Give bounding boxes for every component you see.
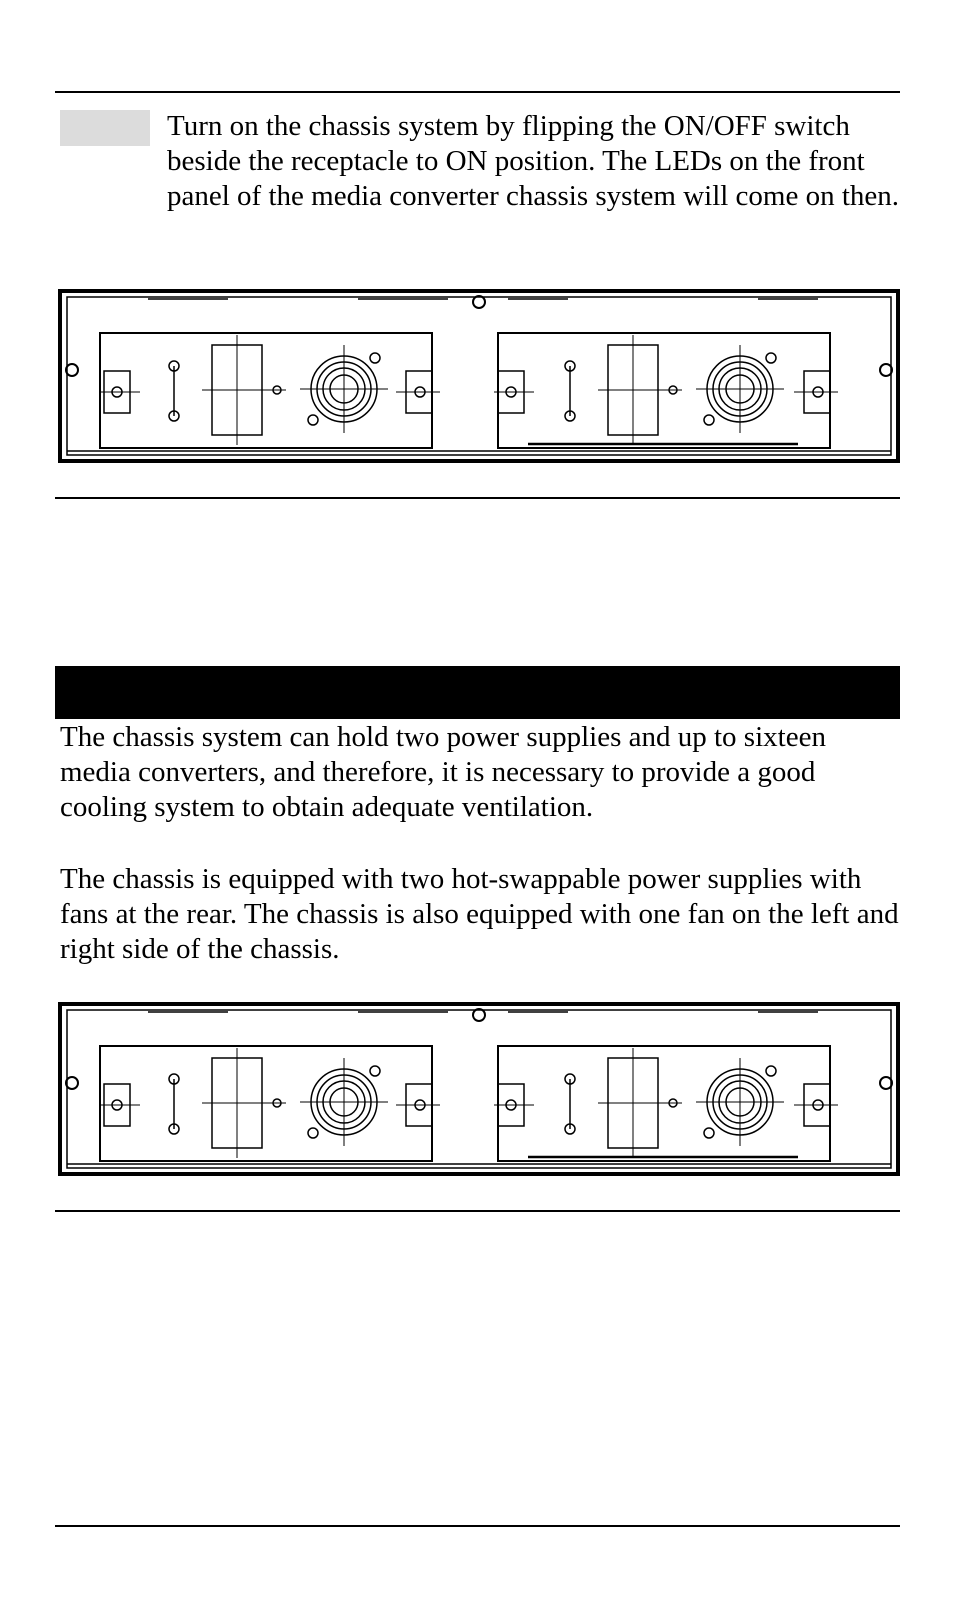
chassis-rear-panel-figure xyxy=(58,289,900,463)
step-number-box xyxy=(60,110,150,146)
chassis-rear-panel-drawing xyxy=(58,1002,900,1176)
figure-bottom-rule xyxy=(55,1210,900,1212)
figure-bottom-rule xyxy=(55,497,900,499)
section-heading-bar xyxy=(55,666,900,719)
chassis-rear-panel-figure xyxy=(58,1002,900,1176)
top-rule xyxy=(55,91,900,93)
step-text: Turn on the chassis system by flipping the ON/OFF switch beside the receptacle to ON position. The LEDs on the front panel of the media converter chassis system will come on then. xyxy=(167,110,900,212)
page-footer-rule xyxy=(55,1525,900,1527)
paragraph-cooling-intro: The chassis system can hold two power supplies and up to sixteen media converters, and therefore, it is necessary to provide a good cooling system to obtain adequate ventilation. xyxy=(60,721,826,823)
chassis-rear-panel-drawing xyxy=(58,289,900,463)
paragraph-cooling-fans: The chassis is equipped with two hot-swappable power supplies with fans at the rear. The chassis is also equipped with one fan on the left and right side of the chassis. xyxy=(60,863,899,965)
